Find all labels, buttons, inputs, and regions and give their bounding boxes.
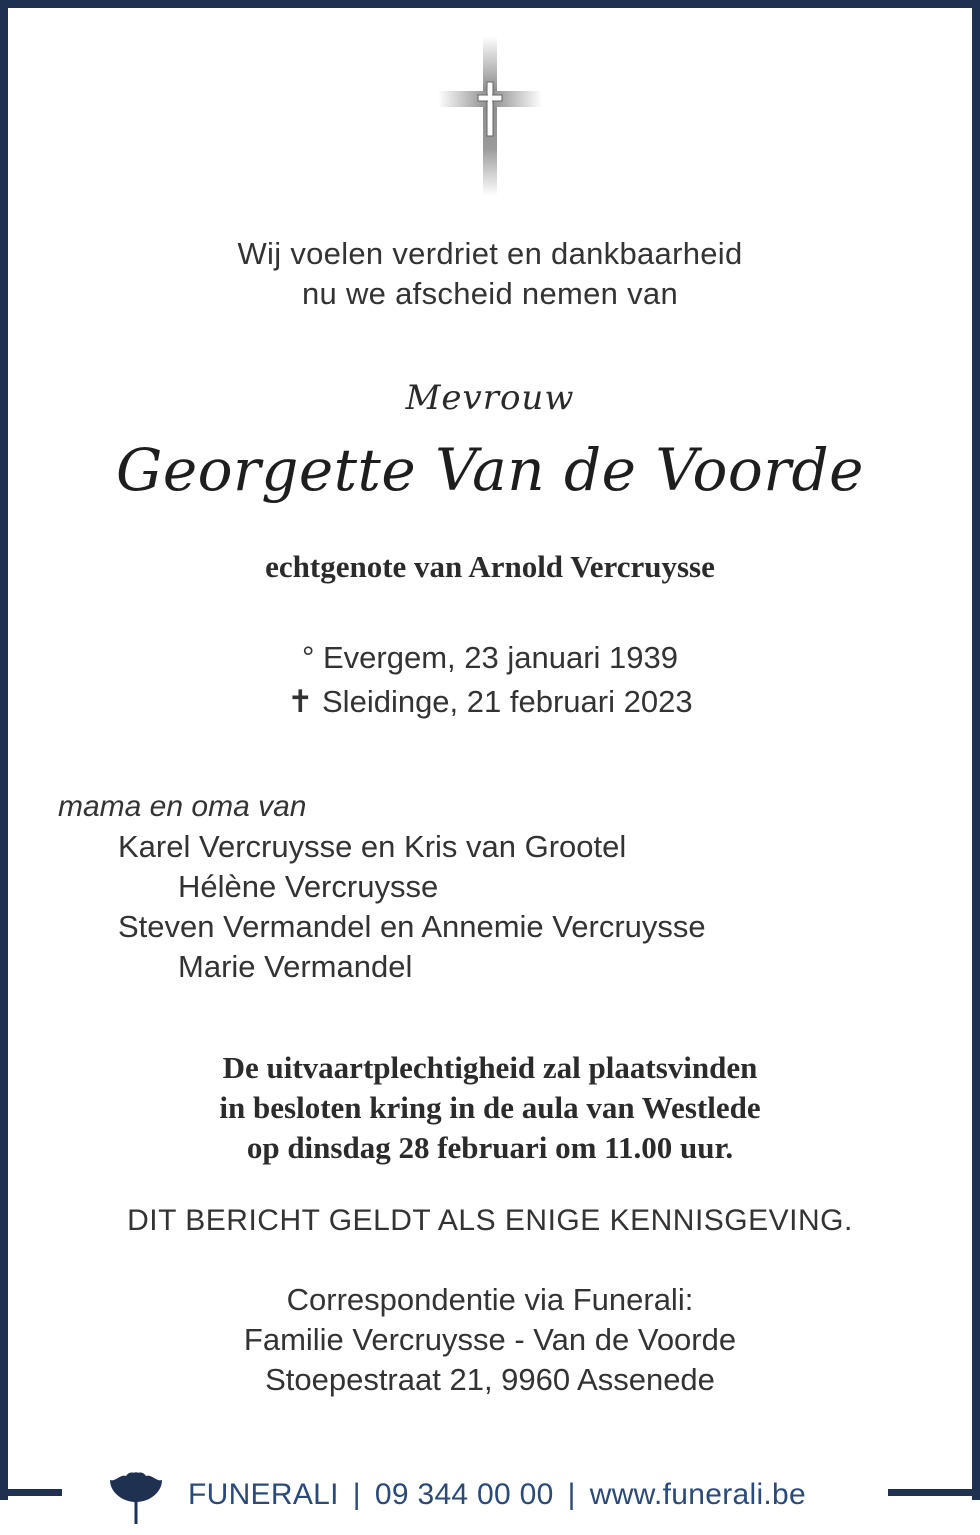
frame-bottom-left-border xyxy=(0,1489,62,1496)
correspondence-line-3: Stoepestraat 21, 9960 Assenede xyxy=(265,1362,715,1397)
intro-line-1: Wij voelen verdriet en dankbaarheid xyxy=(237,236,743,271)
family-heading: mama en oma van xyxy=(58,790,307,823)
death-date: ✝ Sleidinge, 21 februari 2023 xyxy=(287,684,693,719)
frame-top-border xyxy=(0,0,980,8)
ceremony-line-3: op dinsdag 28 februari om 11.00 uur. xyxy=(246,1130,734,1165)
intro-line-2: nu we afscheid nemen van xyxy=(302,276,678,311)
ceremony-line-2: in besloten kring in de aula van Westlede xyxy=(219,1090,761,1125)
family-member: Hélène Vercruysse xyxy=(178,869,439,904)
correspondence-line-1: Correspondentie via Funerali: xyxy=(286,1282,694,1317)
ginkgo-leaf-icon xyxy=(108,1466,164,1526)
intro-text xyxy=(0,234,980,314)
correspondence-line-2: Familie Vercruysse - Van de Voorde xyxy=(243,1322,737,1357)
ceremony-line-1: De uitvaartplechtigheid zal plaatsvinden xyxy=(222,1050,758,1085)
frame-right-border xyxy=(972,0,980,1500)
footer-logo xyxy=(108,1466,164,1526)
cross-icon xyxy=(438,36,542,196)
website-link[interactable]: www.funerali.be xyxy=(589,1478,807,1511)
birth-date: ° Evergem, 23 januari 1939 xyxy=(301,640,678,675)
frame-left-border xyxy=(0,0,8,1500)
separator: | xyxy=(352,1478,361,1511)
correspondence xyxy=(0,1280,980,1400)
brand-name: FUNERALI xyxy=(188,1478,339,1511)
separator: | xyxy=(567,1478,576,1511)
phone-number[interactable]: 09 344 00 00 xyxy=(374,1478,554,1511)
ceremony-info xyxy=(0,1048,980,1168)
notice-text: DIT BERICHT GELDT ALS ENIGE KENNISGEVING. xyxy=(127,1204,853,1237)
family-member: Karel Vercruysse en Kris van Grootel xyxy=(118,829,627,864)
spouse-line: echtgenote van Arnold Vercruysse xyxy=(265,549,715,584)
deceased-name: Georgette Van de Voorde xyxy=(115,436,865,504)
life-dates xyxy=(0,636,980,724)
footer-contact xyxy=(188,1478,806,1512)
family-member: Marie Vermandel xyxy=(178,949,413,984)
deceased-title: Mevrouw xyxy=(405,378,575,418)
frame-bottom-right-border xyxy=(888,1489,980,1496)
family-member: Steven Vermandel en Annemie Vercruysse xyxy=(118,909,706,944)
